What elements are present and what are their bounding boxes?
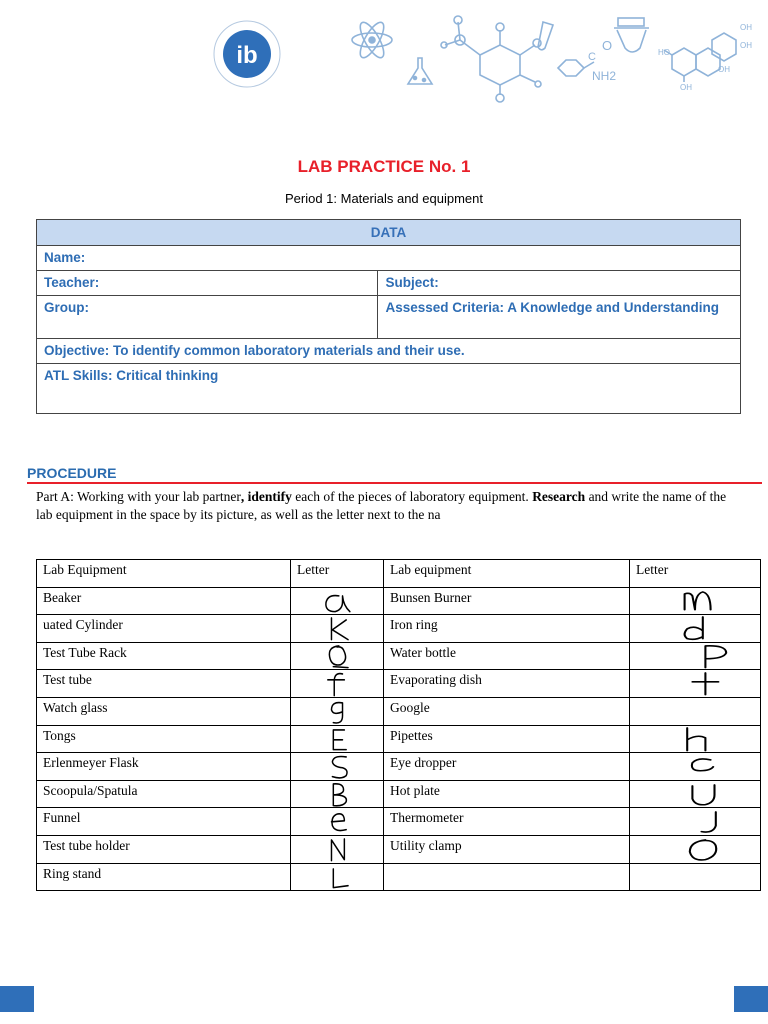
handwritten-letter-right[interactable] <box>630 753 761 781</box>
footer-corner-left <box>0 986 34 1012</box>
letter-stroke <box>333 868 348 887</box>
equipment-name-right: Water bottle <box>384 642 630 670</box>
assessed-criteria: Assessed Criteria: A Knowledge and Understanding <box>378 296 741 339</box>
letter-stroke <box>329 646 348 668</box>
handwritten-letter-glyph <box>630 615 760 642</box>
teacher-field[interactable]: Teacher: <box>37 271 378 296</box>
header-lab-equipment-right: Lab equipment <box>384 560 630 588</box>
objective-text: Objective: To identify common laboratory materials and their use. <box>37 339 741 364</box>
equipment-row <box>37 615 761 643</box>
handwritten-letter-left[interactable] <box>291 835 384 863</box>
handwritten-letter-glyph <box>630 836 760 863</box>
research-keyword: Research <box>532 489 586 504</box>
equipment-name-left: Erlenmeyer Flask <box>37 753 291 781</box>
header-lab-equipment-left: Lab Equipment <box>37 560 291 588</box>
header-letter-right: Letter <box>630 560 761 588</box>
handwritten-letter-glyph <box>291 864 383 891</box>
carbon-label: C <box>588 51 596 63</box>
equipment-row <box>37 697 761 725</box>
group-field[interactable]: Group: <box>37 296 378 339</box>
ib-world-school-logo-icon <box>214 21 280 87</box>
equipment-row <box>37 587 761 615</box>
letter-stroke <box>685 592 711 610</box>
equipment-row <box>37 863 761 891</box>
letter-stroke <box>692 759 713 771</box>
instructions-part-2: each of the pieces of laboratory equipment. <box>291 489 533 504</box>
equipment-row <box>37 780 761 808</box>
handwritten-letter-left[interactable] <box>291 863 384 891</box>
handwritten-letter-right[interactable] <box>630 808 761 836</box>
handwritten-letter-left[interactable] <box>291 615 384 643</box>
beaker-icon <box>614 18 649 52</box>
handwritten-letter-right[interactable] <box>630 863 761 891</box>
equipment-row <box>37 642 761 670</box>
letter-stroke <box>685 617 703 639</box>
equipment-name-left: Test tube <box>37 670 291 698</box>
equipment-row <box>37 835 761 863</box>
oh-label-4: OH <box>740 41 752 50</box>
letter-stroke <box>702 812 716 832</box>
handwritten-letter-glyph <box>630 670 760 697</box>
equipment-name-right: Eye dropper <box>384 753 630 781</box>
letter-stroke <box>690 840 716 860</box>
letter-stroke <box>333 730 346 750</box>
equipment-row <box>37 670 761 698</box>
handwritten-letter-right[interactable] <box>630 780 761 808</box>
handwritten-letter-glyph <box>630 588 760 615</box>
data-table <box>36 219 741 414</box>
handwritten-letter-left[interactable] <box>291 808 384 836</box>
handwritten-letter-glyph <box>291 698 383 725</box>
polyphenol-structure-icon <box>658 23 752 92</box>
procedure-instructions <box>36 488 741 524</box>
equipment-name-left: Tongs <box>37 725 291 753</box>
letter-stroke <box>692 785 714 805</box>
oxygen-label: O <box>602 38 613 53</box>
letter-stroke <box>331 839 344 861</box>
equipment-row <box>37 725 761 753</box>
handwritten-letter-right[interactable] <box>630 587 761 615</box>
page-subtitle: Period 1: Materials and equipment <box>284 191 483 206</box>
oh-label-1: OH <box>680 83 692 92</box>
letter-stroke <box>326 595 350 611</box>
letter-stroke <box>332 757 347 778</box>
handwritten-letter-left[interactable] <box>291 642 384 670</box>
header-letter-left: Letter <box>291 560 384 588</box>
handwritten-letter-glyph <box>630 753 760 780</box>
page-title: LAB PRACTICE No. 1 <box>297 157 471 176</box>
equipment-name-right: Pipettes <box>384 725 630 753</box>
equipment-name-left: Test Tube Rack <box>37 642 291 670</box>
equipment-name-left: Ring stand <box>37 863 291 891</box>
handwritten-letter-right[interactable] <box>630 835 761 863</box>
atl-skills-text: ATL Skills: Critical thinking <box>37 364 741 414</box>
instructions-part-1: Part A: Working with your lab partner <box>36 489 241 504</box>
footer-corner-right <box>734 986 768 1012</box>
data-heading: DATA <box>37 220 741 246</box>
nh2-label: NH2 <box>592 69 617 83</box>
equipment-name-right: Evaporating dish <box>384 670 630 698</box>
procedure-heading: PROCEDURE <box>27 465 762 484</box>
handwritten-letter-left[interactable] <box>291 725 384 753</box>
header-illustrations <box>0 0 768 110</box>
handwritten-letter-left[interactable] <box>291 697 384 725</box>
equipment-name-right: Bunsen Burner <box>384 587 630 615</box>
letter-stroke <box>331 814 346 831</box>
equipment-name-left: Beaker <box>37 587 291 615</box>
ib-logo-text: ib <box>236 42 258 69</box>
handwritten-letter-glyph <box>630 808 760 835</box>
letter-stroke <box>333 784 346 806</box>
handwritten-letter-glyph <box>291 753 383 780</box>
name-field[interactable]: Name: <box>37 246 741 271</box>
handwritten-letter-glyph <box>291 836 383 863</box>
instructions-part-3: and write the name of the lab equipment in the space by its picture, as well as the letter next to the na <box>36 489 727 522</box>
letter-stroke <box>705 646 726 668</box>
equipment-name-left: Funnel <box>37 808 291 836</box>
letter-stroke <box>687 728 705 751</box>
handwritten-letter-right[interactable] <box>630 697 761 725</box>
handwritten-letter-glyph <box>291 808 383 835</box>
molecule-icon <box>441 16 541 102</box>
equipment-name-right: Iron ring <box>384 615 630 643</box>
ho-label: HO <box>658 48 670 57</box>
amide-structure-icon <box>558 38 616 83</box>
flask-icon <box>408 58 432 84</box>
handwritten-letter-glyph <box>291 588 383 615</box>
letter-stroke <box>692 673 718 695</box>
handwritten-letter-glyph <box>630 643 760 670</box>
identify-keyword: , identify <box>240 489 292 504</box>
equipment-row <box>37 808 761 836</box>
equipment-name-right: Hot plate <box>384 780 630 808</box>
equipment-name-right <box>384 863 630 891</box>
handwritten-letter-right[interactable] <box>630 725 761 753</box>
handwritten-letter-glyph <box>291 726 383 753</box>
equipment-table <box>36 559 761 891</box>
equipment-name-left: Watch glass <box>37 697 291 725</box>
handwritten-letter-glyph <box>291 615 383 642</box>
handwritten-letter-glyph <box>630 726 760 753</box>
handwritten-letter-glyph <box>291 670 383 697</box>
equipment-name-right: Utility clamp <box>384 835 630 863</box>
handwritten-letter-left[interactable] <box>291 753 384 781</box>
equipment-row <box>37 753 761 781</box>
subject-field[interactable]: Subject: <box>378 271 741 296</box>
handwritten-letter-right[interactable] <box>630 615 761 643</box>
handwritten-letter-glyph <box>291 781 383 808</box>
letter-stroke <box>328 674 345 696</box>
handwritten-letter-right[interactable] <box>630 670 761 698</box>
equipment-name-left: Test tube holder <box>37 835 291 863</box>
atom-icon <box>352 19 392 61</box>
handwritten-letter-left[interactable] <box>291 780 384 808</box>
handwritten-letter-left[interactable] <box>291 670 384 698</box>
handwritten-letter-left[interactable] <box>291 587 384 615</box>
letter-stroke <box>331 618 348 640</box>
oh-label-3: OH <box>740 23 752 32</box>
letter-stroke <box>331 703 342 723</box>
handwritten-letter-glyph <box>291 643 383 670</box>
equipment-name-left: Scoopula/Spatula <box>37 780 291 808</box>
equipment-header-row <box>37 560 761 588</box>
equipment-name-right: Google <box>384 697 630 725</box>
handwritten-letter-right[interactable] <box>630 642 761 670</box>
oh-label-2: OH <box>718 65 730 74</box>
equipment-name-right: Thermometer <box>384 808 630 836</box>
handwritten-letter-glyph <box>630 781 760 808</box>
equipment-name-left: uated Cylinder <box>37 615 291 643</box>
